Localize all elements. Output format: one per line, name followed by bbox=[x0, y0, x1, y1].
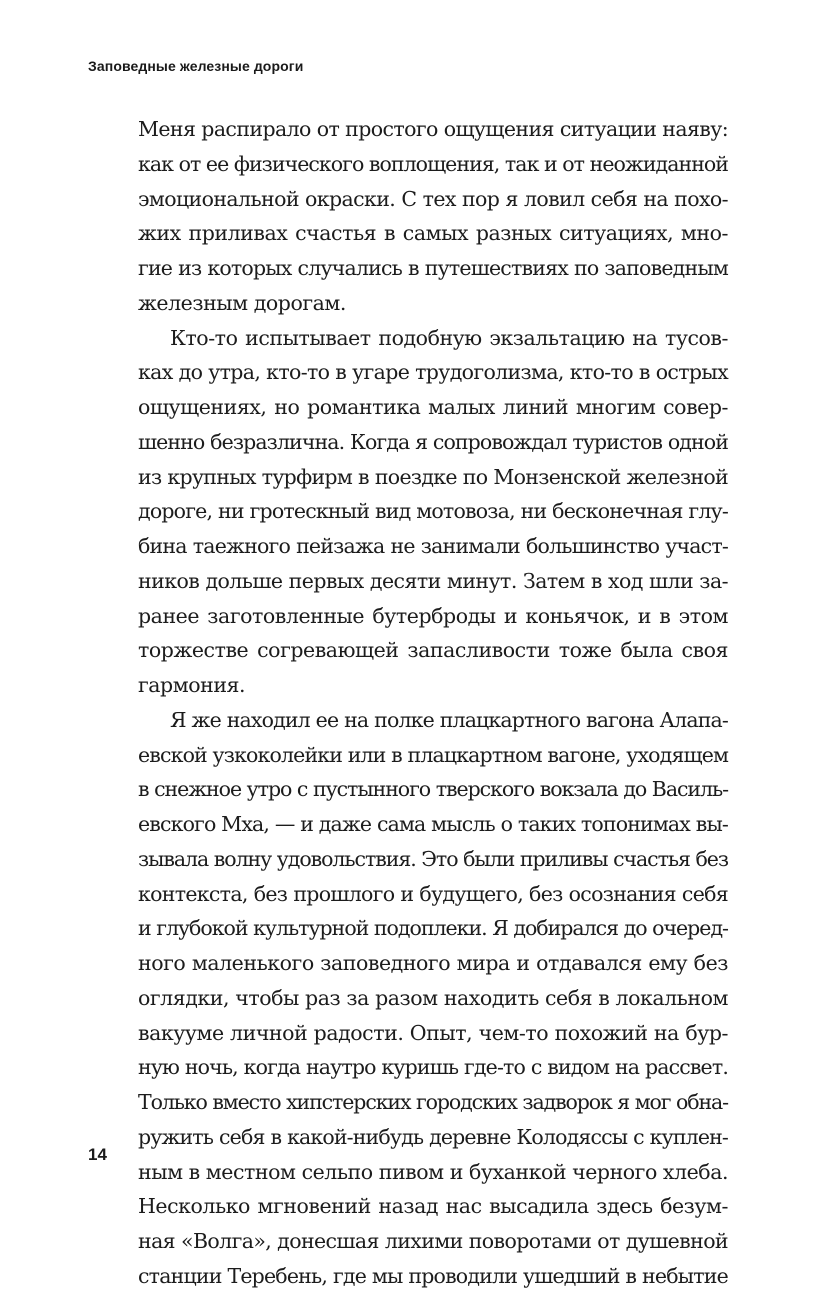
text-line: ную ночь, когда наутро куришь где-то с видом на рассвет. bbox=[138, 1055, 728, 1080]
text-line: ках до утра, кто-то в угаре трудоголизма, кто-то в острых bbox=[138, 360, 728, 385]
text-line: станции Теребень, где мы проводили ушедший в небытие bbox=[138, 1263, 728, 1288]
paragraph bbox=[138, 703, 728, 1294]
text-line: ощущениях, но романтика малых линий многим совер- bbox=[138, 395, 728, 419]
paragraph bbox=[138, 321, 728, 703]
text-line: оглядки, чтобы раз за разом находить себя в локальном bbox=[138, 985, 728, 1010]
text-line: ным в местном сельпо пивом и буханкой черного хлеба. bbox=[138, 1159, 729, 1184]
text-line: евского Мха, — и даже сама мысль о таких топонимах вы- bbox=[138, 812, 728, 836]
text-line: Несколько мгновений назад нас высадила здесь безум- bbox=[138, 1194, 728, 1219]
text-line: эмоциональной окраски. С тех пор я ловил себя на похо- bbox=[138, 186, 728, 211]
text-line: ников дольше первых десяти минут. Затем в ход шли за- bbox=[138, 568, 728, 593]
text-line: Я же находил ее на полке плацкартного вагона Алапа- bbox=[170, 707, 728, 732]
text-line: ная «Волга», донесшая лихими поворотами от душевной bbox=[138, 1229, 728, 1253]
text-line: ружить себя в какой-нибудь деревне Колодяссы с куплен- bbox=[138, 1124, 728, 1149]
text-line: Кто-то испытывает подобную экзальтацию на тусов- bbox=[170, 325, 728, 350]
text-line: гармония. bbox=[138, 673, 246, 697]
text-line: ного маленького заповедного мира и отдавался ему без bbox=[138, 951, 728, 975]
text-line: Меня распирало от простого ощущения ситуации наяву: bbox=[138, 117, 728, 141]
text-line: контекста, без прошлого и будущего, без осознания себя bbox=[138, 881, 728, 906]
text-line: ранее заготовленные бутерброды и коньячок, и в этом bbox=[138, 603, 728, 628]
running-head-title: Заповедные железные дороги bbox=[88, 58, 304, 74]
text-line: дороге, ни гротескный вид мотовоза, ни бесконечная глу- bbox=[138, 499, 728, 524]
text-line: жих приливах счастья в самых разных ситуациях, мно- bbox=[138, 221, 728, 246]
text-line: бина таежного пейзажа не занимали большинство участ- bbox=[138, 534, 728, 558]
text-line: торжестве согревающей запасливости тоже была своя bbox=[138, 638, 728, 663]
text-line: как от ее физического воплощения, так и от неожиданной bbox=[138, 151, 729, 176]
text-line: гие из которых случались в путешествиях по заповедным bbox=[138, 256, 728, 280]
text-line: из крупных турфирм в поездке по Монзенской железной bbox=[138, 464, 728, 489]
text-line: и глубокой культурной подоплеки. Я добирался до очеред- bbox=[138, 916, 728, 941]
text-line: в снежное утро с пустынного тверского вокзала до Василь- bbox=[138, 777, 728, 802]
text-line: евской узкоколейки или в плацкартном вагоне, уходящем bbox=[138, 742, 729, 767]
text-line: зывала волну удовольствия. Это были приливы счастья без bbox=[138, 846, 728, 871]
page-number: 14 bbox=[88, 1145, 107, 1164]
text-line: вакууме личной радости. Опыт, чем-то похожий на бур- bbox=[138, 1020, 728, 1045]
text-line: Только вместо хипстерских городских задворок я мог обна- bbox=[138, 1090, 728, 1114]
paragraph bbox=[138, 112, 728, 321]
body-text bbox=[138, 112, 728, 1294]
text-line: железным дорогам. bbox=[138, 290, 346, 315]
text-line: шенно безразлична. Когда я сопровождал туристов одной bbox=[138, 429, 728, 454]
